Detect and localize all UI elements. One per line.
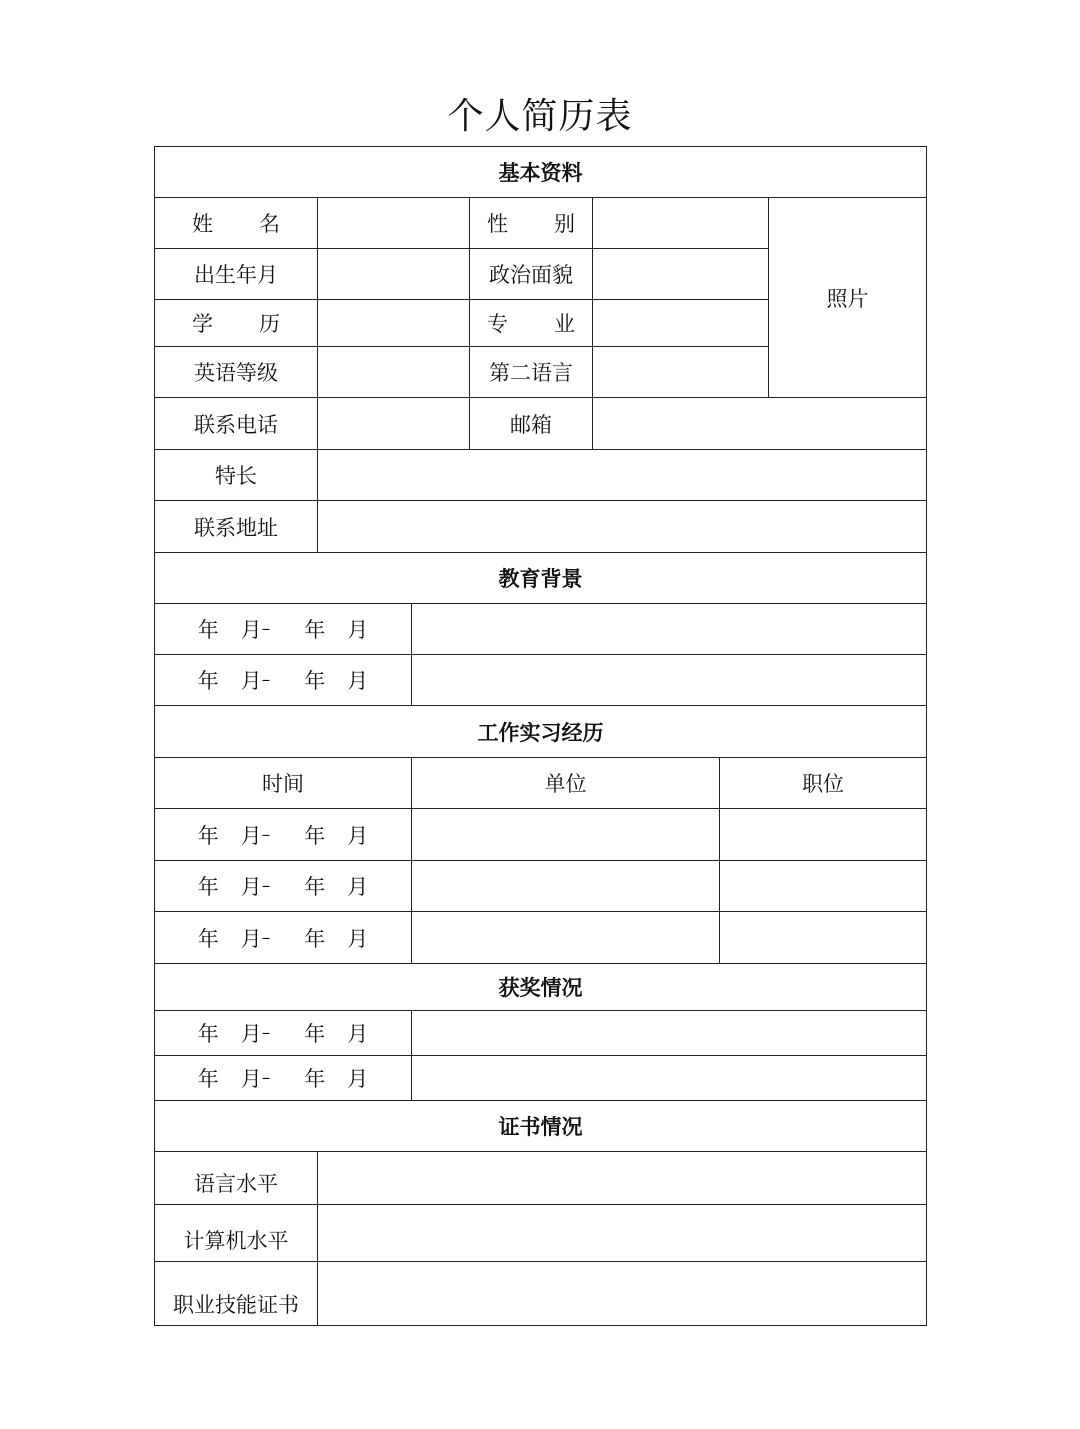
phone-field[interactable] xyxy=(317,397,470,450)
vocational-cert-field[interactable] xyxy=(317,1261,927,1326)
year-start: 年 xyxy=(197,1067,219,1091)
education-label xyxy=(154,299,318,347)
date-dash: – xyxy=(261,927,271,948)
work-date-1 xyxy=(154,808,412,861)
vocational-cert-label: 职业技能证书 xyxy=(154,1261,318,1326)
name-label-part1: 姓 xyxy=(192,212,213,236)
english-field[interactable] xyxy=(317,346,470,398)
section-header-work: 工作实习经历 xyxy=(154,705,927,758)
education-date-1 xyxy=(154,603,412,655)
political-label: 政治面貌 xyxy=(469,248,593,300)
date-dash: – xyxy=(261,1068,271,1088)
gender-label-part1: 性 xyxy=(487,212,508,236)
language-level-label: 语言水平 xyxy=(154,1151,318,1205)
address-label: 联系地址 xyxy=(154,500,318,553)
section-header-certificates: 证书情况 xyxy=(154,1100,927,1152)
date-dash: – xyxy=(261,1023,271,1043)
year-end: 年 xyxy=(304,926,326,951)
date-dash: – xyxy=(261,619,271,639)
major-label xyxy=(469,299,593,347)
work-position-2[interactable] xyxy=(719,860,927,912)
second-language-label: 第二语言 xyxy=(469,346,593,398)
name-label xyxy=(154,197,318,249)
month-start: 月 xyxy=(240,618,262,642)
resume-form xyxy=(154,146,927,1326)
specialty-label: 特长 xyxy=(154,449,318,501)
month-start: 月 xyxy=(240,1022,262,1046)
date-dash: – xyxy=(261,876,271,896)
political-field[interactable] xyxy=(592,248,769,300)
gender-field[interactable] xyxy=(592,197,769,249)
photo-box[interactable]: 照片 xyxy=(768,197,927,398)
education-detail-1[interactable] xyxy=(411,603,927,655)
year-start: 年 xyxy=(197,926,219,951)
year-start: 年 xyxy=(197,875,219,899)
birth-label: 出生年月 xyxy=(154,248,318,300)
month-start: 月 xyxy=(240,926,262,951)
award-date-1 xyxy=(154,1010,412,1056)
work-col-time: 时间 xyxy=(154,757,412,809)
gender-label xyxy=(469,197,593,249)
education-label-part1: 学 xyxy=(192,312,213,336)
second-language-field[interactable] xyxy=(592,346,769,398)
year-end: 年 xyxy=(304,875,326,899)
year-start: 年 xyxy=(197,823,219,848)
year-end: 年 xyxy=(304,1022,326,1046)
phone-label: 联系电话 xyxy=(154,397,318,450)
section-header-education: 教育背景 xyxy=(154,552,927,604)
computer-level-label: 计算机水平 xyxy=(154,1204,318,1262)
month-end: 月 xyxy=(347,618,369,642)
education-detail-2[interactable] xyxy=(411,654,927,706)
month-start: 月 xyxy=(240,875,262,899)
year-end: 年 xyxy=(304,618,326,642)
gender-label-part2: 别 xyxy=(554,212,575,236)
major-field[interactable] xyxy=(592,299,769,347)
email-label: 邮箱 xyxy=(469,397,593,450)
month-start: 月 xyxy=(240,823,262,848)
month-end: 月 xyxy=(347,1067,369,1091)
year-start: 年 xyxy=(197,669,219,693)
address-field[interactable] xyxy=(317,500,927,553)
work-company-1[interactable] xyxy=(411,808,720,861)
birth-field[interactable] xyxy=(317,248,470,300)
year-start: 年 xyxy=(197,618,219,642)
month-end: 月 xyxy=(347,669,369,693)
year-end: 年 xyxy=(304,823,326,848)
work-date-2 xyxy=(154,860,412,912)
work-date-3 xyxy=(154,911,412,964)
year-end: 年 xyxy=(304,1067,326,1091)
month-end: 月 xyxy=(347,926,369,951)
work-position-1[interactable] xyxy=(719,808,927,861)
education-label-part2: 历 xyxy=(259,312,280,336)
education-field[interactable] xyxy=(317,299,470,347)
education-date-2 xyxy=(154,654,412,706)
award-detail-1[interactable] xyxy=(411,1010,927,1056)
section-header-basic: 基本资料 xyxy=(154,146,927,198)
work-col-company: 单位 xyxy=(411,757,720,809)
date-dash: – xyxy=(261,670,271,690)
section-header-awards: 获奖情况 xyxy=(154,963,927,1011)
computer-level-field[interactable] xyxy=(317,1204,927,1262)
award-date-2 xyxy=(154,1055,412,1101)
month-start: 月 xyxy=(240,669,262,693)
name-label-part2: 名 xyxy=(259,212,280,236)
page-title: 个人简历表 xyxy=(447,96,633,137)
work-position-3[interactable] xyxy=(719,911,927,964)
major-label-part2: 业 xyxy=(554,312,575,336)
name-field[interactable] xyxy=(317,197,470,249)
work-company-3[interactable] xyxy=(411,911,720,964)
month-end: 月 xyxy=(347,823,369,848)
email-field[interactable] xyxy=(592,397,927,450)
month-start: 月 xyxy=(240,1067,262,1091)
month-end: 月 xyxy=(347,875,369,899)
award-detail-2[interactable] xyxy=(411,1055,927,1101)
specialty-field[interactable] xyxy=(317,449,927,501)
year-end: 年 xyxy=(304,669,326,693)
year-start: 年 xyxy=(197,1022,219,1046)
language-level-field[interactable] xyxy=(317,1151,927,1205)
work-company-2[interactable] xyxy=(411,860,720,912)
english-label: 英语等级 xyxy=(154,346,318,398)
work-col-position: 职位 xyxy=(719,757,927,809)
month-end: 月 xyxy=(347,1022,369,1046)
major-label-part1: 专 xyxy=(487,312,508,336)
date-dash: – xyxy=(261,824,271,845)
